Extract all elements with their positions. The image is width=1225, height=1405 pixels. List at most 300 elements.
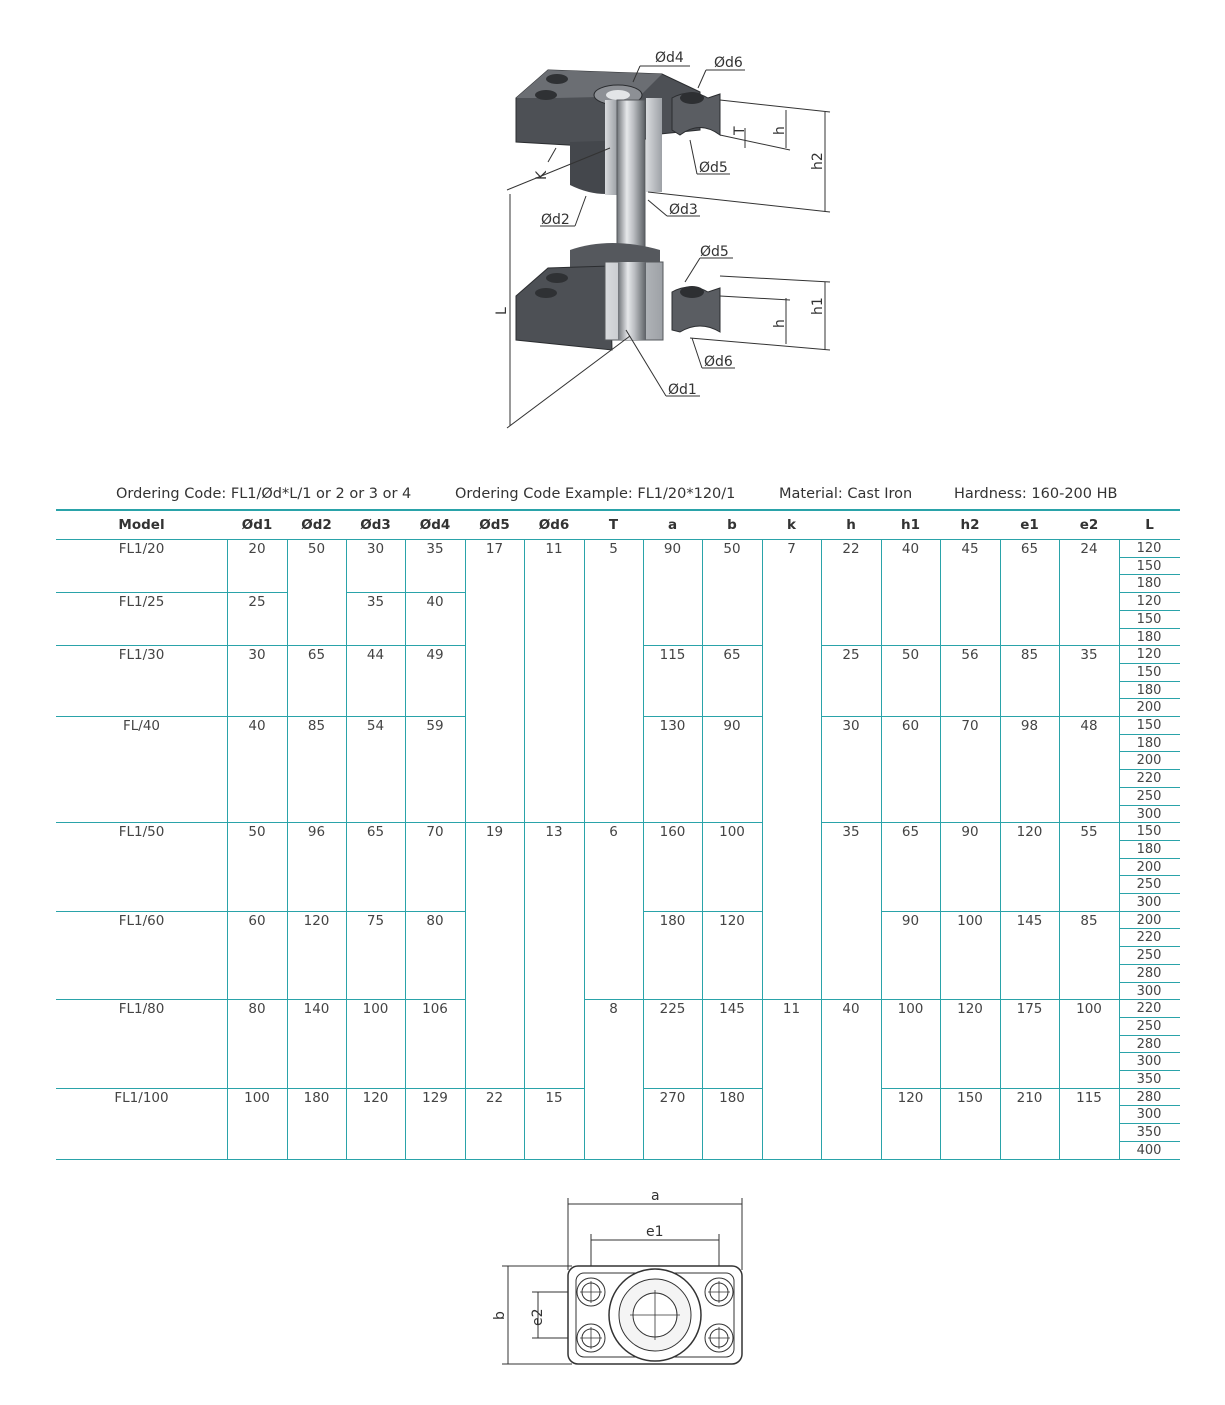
row-rule: [346, 822, 406, 823]
row-rule: [1000, 999, 1060, 1000]
column-divider: [524, 539, 525, 1159]
table-cell: 13: [545, 824, 563, 841]
length-rule: [1119, 982, 1180, 983]
table-cell: 45: [961, 541, 979, 557]
table-cell: 30: [366, 541, 385, 557]
table-cell: 175: [1016, 1001, 1043, 1018]
length-rule: [1119, 946, 1180, 947]
table-cell: 60: [248, 912, 266, 929]
column-divider: [940, 539, 941, 1159]
row-rule: [1059, 716, 1120, 717]
row-rule: [346, 592, 406, 593]
label-e2: e2: [530, 1308, 546, 1326]
length-rule: [1119, 928, 1180, 929]
model-cell: FL/40: [122, 718, 160, 734]
table-cell: 90: [663, 541, 682, 557]
table-cell: 40: [248, 718, 266, 734]
row-rule: [881, 911, 941, 912]
table-cell: 22: [842, 541, 860, 557]
length-value: 200: [1136, 912, 1162, 928]
table-cell: 270: [659, 1089, 686, 1106]
table-cell: 48: [1080, 718, 1098, 734]
isometric-diagram: [0, 0, 1225, 460]
table-cell: 115: [1076, 1089, 1102, 1106]
row-rule: [405, 592, 466, 593]
row-rule: [702, 822, 763, 823]
table-cell: 44: [366, 647, 385, 664]
length-value: 280: [1136, 1036, 1162, 1052]
row-rule: [881, 716, 941, 717]
column-header: h: [846, 517, 856, 533]
row-rule: [643, 911, 703, 912]
length-rule: [1119, 840, 1180, 841]
table-cell: 129: [422, 1089, 448, 1106]
length-rule: [1119, 645, 1180, 646]
table-cell: 65: [901, 824, 920, 841]
row-rule: [287, 911, 347, 912]
row-rule: [821, 645, 882, 646]
length-rule: [1119, 734, 1180, 735]
label-b: b: [492, 1311, 508, 1320]
row-rule: [1000, 645, 1060, 646]
row-rule: [287, 822, 347, 823]
label-d6-lower: Ød6: [704, 354, 733, 370]
row-rule: [643, 999, 703, 1000]
row-rule: [405, 1088, 466, 1089]
row-rule: [405, 645, 466, 646]
table-cell: 59: [426, 718, 444, 734]
table-cell: 65: [723, 647, 741, 664]
length-value: 150: [1136, 664, 1162, 680]
row-rule: [227, 1088, 288, 1089]
label-d1: Ød1: [668, 382, 697, 398]
column-header: k: [787, 517, 796, 533]
length-value: 150: [1136, 718, 1162, 733]
row-rule: [702, 1088, 763, 1089]
row-rule: [940, 911, 1001, 912]
table-cell: 65: [307, 647, 326, 664]
row-rule: [643, 822, 703, 823]
table-cell: 100: [719, 824, 745, 841]
row-rule: [524, 822, 585, 823]
row-rule: [584, 822, 644, 823]
row-rule: [702, 911, 763, 912]
label-d3: Ød3: [669, 202, 698, 218]
table-cell: 19: [485, 824, 504, 841]
length-value: 120: [1136, 594, 1162, 610]
row-rule: [346, 999, 406, 1000]
length-rule: [1119, 1017, 1180, 1018]
row-rule: [762, 999, 822, 1000]
column-divider: [702, 539, 703, 1159]
label-L: L: [494, 307, 510, 315]
length-rule: [1119, 999, 1180, 1000]
row-rule: [1000, 716, 1060, 717]
table-cell: 120: [303, 912, 330, 929]
table-cell: 20: [248, 541, 266, 557]
row-rule: [643, 716, 703, 717]
row-rule: [346, 716, 406, 717]
row-rule: [821, 822, 882, 823]
table-cell: 50: [901, 647, 920, 664]
row-rule: [940, 999, 1001, 1000]
table-cell: 145: [1016, 912, 1043, 929]
length-rule: [1119, 574, 1180, 575]
length-value: 200: [1136, 859, 1162, 875]
length-rule: [1119, 769, 1180, 770]
table-cell: 100: [1076, 1001, 1102, 1018]
table-cell: 80: [426, 912, 444, 929]
row-rule: [346, 645, 406, 646]
top-view-diagram: [480, 1180, 760, 1380]
label-h2: h2: [810, 152, 826, 170]
row-rule: [881, 999, 941, 1000]
hardness: Hardness: 160-200 HB: [954, 486, 1118, 502]
column-header: Ød2: [301, 517, 332, 533]
length-value: 180: [1136, 682, 1162, 698]
length-rule: [1119, 663, 1180, 664]
label-h1: h1: [810, 297, 826, 315]
row-rule: [56, 999, 228, 1000]
row-rule: [227, 592, 288, 593]
column-divider: [821, 539, 822, 1159]
length-value: 220: [1136, 1001, 1162, 1017]
table-cell: 30: [248, 647, 266, 664]
length-rule: [1119, 681, 1180, 682]
table-cell: 7: [787, 541, 796, 557]
model-cell: FL1/25: [118, 594, 165, 611]
table-cell: 60: [901, 718, 920, 734]
table-cell: 140: [303, 1001, 330, 1018]
table-cell: 17: [485, 541, 504, 557]
column-header: T: [608, 517, 619, 533]
length-value: 150: [1136, 611, 1162, 627]
column-divider: [762, 539, 763, 1159]
length-value: 180: [1136, 576, 1162, 592]
row-rule: [56, 1088, 228, 1089]
table-cell: 120: [1016, 824, 1043, 841]
length-rule: [1119, 751, 1180, 752]
column-header: a: [667, 517, 678, 533]
table-cell: 100: [957, 912, 983, 929]
row-rule: [643, 1088, 703, 1089]
table-cell: 22: [485, 1089, 504, 1106]
length-rule: [1119, 787, 1180, 788]
table-cell: 106: [422, 1001, 448, 1018]
length-rule: [1119, 557, 1180, 558]
length-rule: [1119, 1070, 1180, 1071]
length-rule: [1119, 911, 1180, 912]
table-cell: 100: [244, 1089, 270, 1106]
row-rule: [643, 645, 703, 646]
length-value: 220: [1136, 930, 1162, 946]
length-value: 150: [1136, 558, 1162, 574]
table-cell: 100: [362, 1001, 389, 1018]
table-cell: 25: [842, 647, 860, 664]
length-value: 250: [1136, 1018, 1162, 1034]
material: Material: Cast Iron: [779, 486, 913, 502]
row-rule: [881, 1088, 941, 1089]
row-rule: [584, 999, 644, 1000]
table-cell: 55: [1080, 824, 1098, 841]
length-rule: [1119, 893, 1180, 894]
table-cell: 70: [961, 718, 979, 734]
ordering-example: Ordering Code Example: FL1/20*120/1: [455, 486, 736, 502]
length-rule: [1119, 592, 1180, 593]
row-rule: [702, 999, 763, 1000]
table-cell: 90: [901, 912, 920, 929]
row-rule: [940, 1088, 1001, 1089]
row-rule: [881, 645, 941, 646]
label-h: h: [772, 126, 788, 135]
label-a: a: [651, 1188, 660, 1204]
row-rule: [405, 716, 466, 717]
table-cell: 90: [723, 718, 741, 734]
table-cell: 98: [1020, 718, 1039, 734]
row-rule: [56, 911, 228, 912]
table-cell: 210: [1016, 1089, 1043, 1106]
row-rule: [821, 716, 882, 717]
length-value: 300: [1136, 1107, 1162, 1123]
column-header: Ød6: [538, 517, 570, 533]
row-rule: [1000, 911, 1060, 912]
column-header: Model: [118, 517, 165, 533]
table-cell: 49: [426, 647, 444, 664]
table-cell: 70: [426, 824, 444, 841]
row-rule: [1059, 822, 1120, 823]
model-cell: FL1/60: [118, 912, 165, 929]
length-rule: [1119, 1088, 1180, 1089]
table-cell: 50: [248, 824, 266, 841]
length-value: 350: [1136, 1072, 1162, 1087]
table-cell: 180: [659, 912, 686, 929]
column-header: e2: [1079, 517, 1099, 533]
table-cell: 40: [901, 541, 920, 557]
length-value: 400: [1136, 1142, 1162, 1158]
ordering-info-line: [116, 486, 1180, 506]
row-rule: [524, 1088, 585, 1089]
row-rule: [465, 822, 525, 823]
table-cell: 145: [719, 1001, 745, 1018]
table-cell: 180: [719, 1089, 745, 1106]
table-bottom-rule: [56, 1159, 1180, 1160]
column-divider: [643, 539, 644, 1159]
table-cell: 120: [897, 1089, 924, 1106]
table-cell: 35: [366, 594, 385, 611]
column-divider: [287, 539, 288, 1159]
table-cell: 30: [842, 718, 860, 734]
length-rule: [1119, 964, 1180, 965]
label-d5: Ød5: [699, 160, 728, 176]
column-header: L: [1145, 517, 1154, 533]
row-rule: [227, 999, 288, 1000]
column-divider: [584, 539, 585, 1159]
length-rule: [1119, 698, 1180, 699]
length-value: 280: [1136, 965, 1162, 981]
column-divider: [1000, 539, 1001, 1159]
column-divider: [881, 539, 882, 1159]
column-divider: [227, 539, 228, 1159]
table-cell: 85: [307, 718, 326, 734]
table-cell: 80: [248, 1001, 266, 1018]
row-rule: [227, 822, 288, 823]
table-cell: 120: [719, 912, 745, 929]
length-value: 300: [1136, 983, 1162, 999]
length-value: 300: [1136, 806, 1162, 822]
table-cell: 160: [659, 824, 686, 841]
length-rule: [1119, 716, 1180, 717]
label-d5-lower: Ød5: [700, 244, 729, 260]
column-header: h1: [900, 517, 920, 533]
table-cell: 11: [782, 1001, 801, 1018]
column-divider: [346, 539, 347, 1159]
table-cell: 100: [897, 1001, 924, 1018]
length-value: 280: [1136, 1089, 1162, 1105]
column-header: Ød4: [419, 517, 451, 533]
model-cell: FL1/80: [118, 1001, 165, 1018]
column-header: Ød1: [241, 517, 273, 533]
table-cell: 65: [1020, 541, 1039, 557]
length-value: 250: [1136, 948, 1162, 964]
model-cell: FL1/20: [118, 541, 165, 557]
table-cell: 120: [362, 1089, 389, 1106]
length-value: 250: [1136, 877, 1162, 893]
row-rule: [227, 911, 288, 912]
row-rule: [940, 716, 1001, 717]
length-value: 220: [1136, 771, 1162, 787]
length-value: 180: [1136, 735, 1162, 751]
label-h-lower: h: [772, 319, 788, 328]
row-rule: [881, 822, 941, 823]
length-rule: [1119, 610, 1180, 611]
table-cell: 54: [366, 718, 385, 734]
table-cell: 120: [957, 1001, 983, 1018]
row-rule: [702, 716, 763, 717]
table-cell: 225: [659, 1001, 686, 1018]
row-rule: [56, 716, 228, 717]
table-cell: 40: [842, 1001, 860, 1018]
table-cell: 40: [426, 594, 444, 611]
row-rule: [405, 911, 466, 912]
length-value: 180: [1136, 841, 1162, 857]
model-cell: FL1/50: [118, 824, 165, 841]
column-divider: [1059, 539, 1060, 1159]
table-cell: 50: [723, 541, 741, 557]
label-d4: Ød4: [655, 50, 684, 66]
length-rule: [1119, 1123, 1180, 1124]
label-d2: Ød2: [541, 212, 570, 228]
length-value: 200: [1136, 753, 1162, 769]
row-rule: [940, 822, 1001, 823]
label-e1: e1: [646, 1224, 664, 1240]
length-value: 180: [1136, 629, 1162, 645]
length-value: 350: [1136, 1125, 1162, 1141]
table-cell: 24: [1080, 541, 1098, 557]
table-cell: 35: [842, 824, 860, 841]
label-K: K: [534, 170, 550, 180]
row-rule: [56, 645, 228, 646]
row-rule: [287, 645, 347, 646]
row-rule: [405, 999, 466, 1000]
table-cell: 75: [366, 912, 385, 929]
row-rule: [56, 592, 228, 593]
length-value: 120: [1136, 541, 1162, 556]
table-cell: 150: [957, 1089, 983, 1106]
column-divider: [405, 539, 406, 1159]
table-cell: 50: [307, 541, 326, 557]
table-cell: 11: [545, 541, 563, 557]
label-d6: Ød6: [714, 55, 743, 71]
row-rule: [940, 645, 1001, 646]
header-rule: [56, 539, 1180, 540]
length-rule: [1119, 1052, 1180, 1053]
length-rule: [1119, 1035, 1180, 1036]
column-header: Ød5: [479, 517, 510, 533]
table-cell: 85: [1080, 912, 1098, 929]
table-cell: 8: [609, 1001, 618, 1018]
row-rule: [702, 645, 763, 646]
row-rule: [1059, 911, 1120, 912]
column-header: e1: [1020, 517, 1039, 533]
table-cell: 35: [1080, 647, 1098, 664]
row-rule: [1000, 822, 1060, 823]
table-cell: 56: [961, 647, 979, 664]
length-value: 250: [1136, 788, 1162, 804]
table-cell: 65: [366, 824, 385, 841]
length-rule: [1119, 1141, 1180, 1142]
row-rule: [287, 1088, 347, 1089]
row-rule: [1059, 999, 1120, 1000]
length-value: 150: [1136, 824, 1162, 840]
length-value: 300: [1136, 895, 1162, 910]
row-rule: [465, 1088, 525, 1089]
lower-flange-block: [516, 243, 720, 350]
length-rule: [1119, 858, 1180, 859]
table-cell: 130: [659, 718, 686, 734]
table-cell: 5: [609, 541, 618, 557]
table-cell: 15: [545, 1089, 563, 1106]
row-rule: [405, 822, 466, 823]
length-rule: [1119, 822, 1180, 823]
length-value: 200: [1136, 700, 1162, 716]
table-cell: 180: [303, 1089, 330, 1106]
model-cell: FL1/100: [114, 1089, 169, 1106]
row-rule: [227, 645, 288, 646]
row-rule: [1059, 1088, 1120, 1089]
row-rule: [287, 716, 347, 717]
table-cell: 6: [609, 824, 618, 841]
length-rule: [1119, 805, 1180, 806]
label-T: T: [732, 126, 748, 135]
row-rule: [56, 822, 228, 823]
table-top-rule: [56, 509, 1180, 511]
row-rule: [1059, 645, 1120, 646]
table-cell: 35: [426, 541, 444, 557]
table-cell: 115: [659, 647, 686, 664]
model-cell: FL1/30: [118, 647, 165, 664]
row-rule: [227, 716, 288, 717]
column-header: b: [727, 517, 737, 533]
length-rule: [1119, 1105, 1180, 1106]
ordering-code: Ordering Code: FL1/Ød*L/1 or 2 or 3 or 4: [116, 486, 412, 502]
length-rule: [1119, 628, 1180, 629]
row-rule: [346, 1088, 406, 1089]
column-divider: [465, 539, 466, 1159]
row-rule: [821, 999, 882, 1000]
column-header: h2: [960, 517, 980, 533]
table-cell: 90: [961, 824, 979, 841]
length-value: 120: [1136, 647, 1162, 663]
